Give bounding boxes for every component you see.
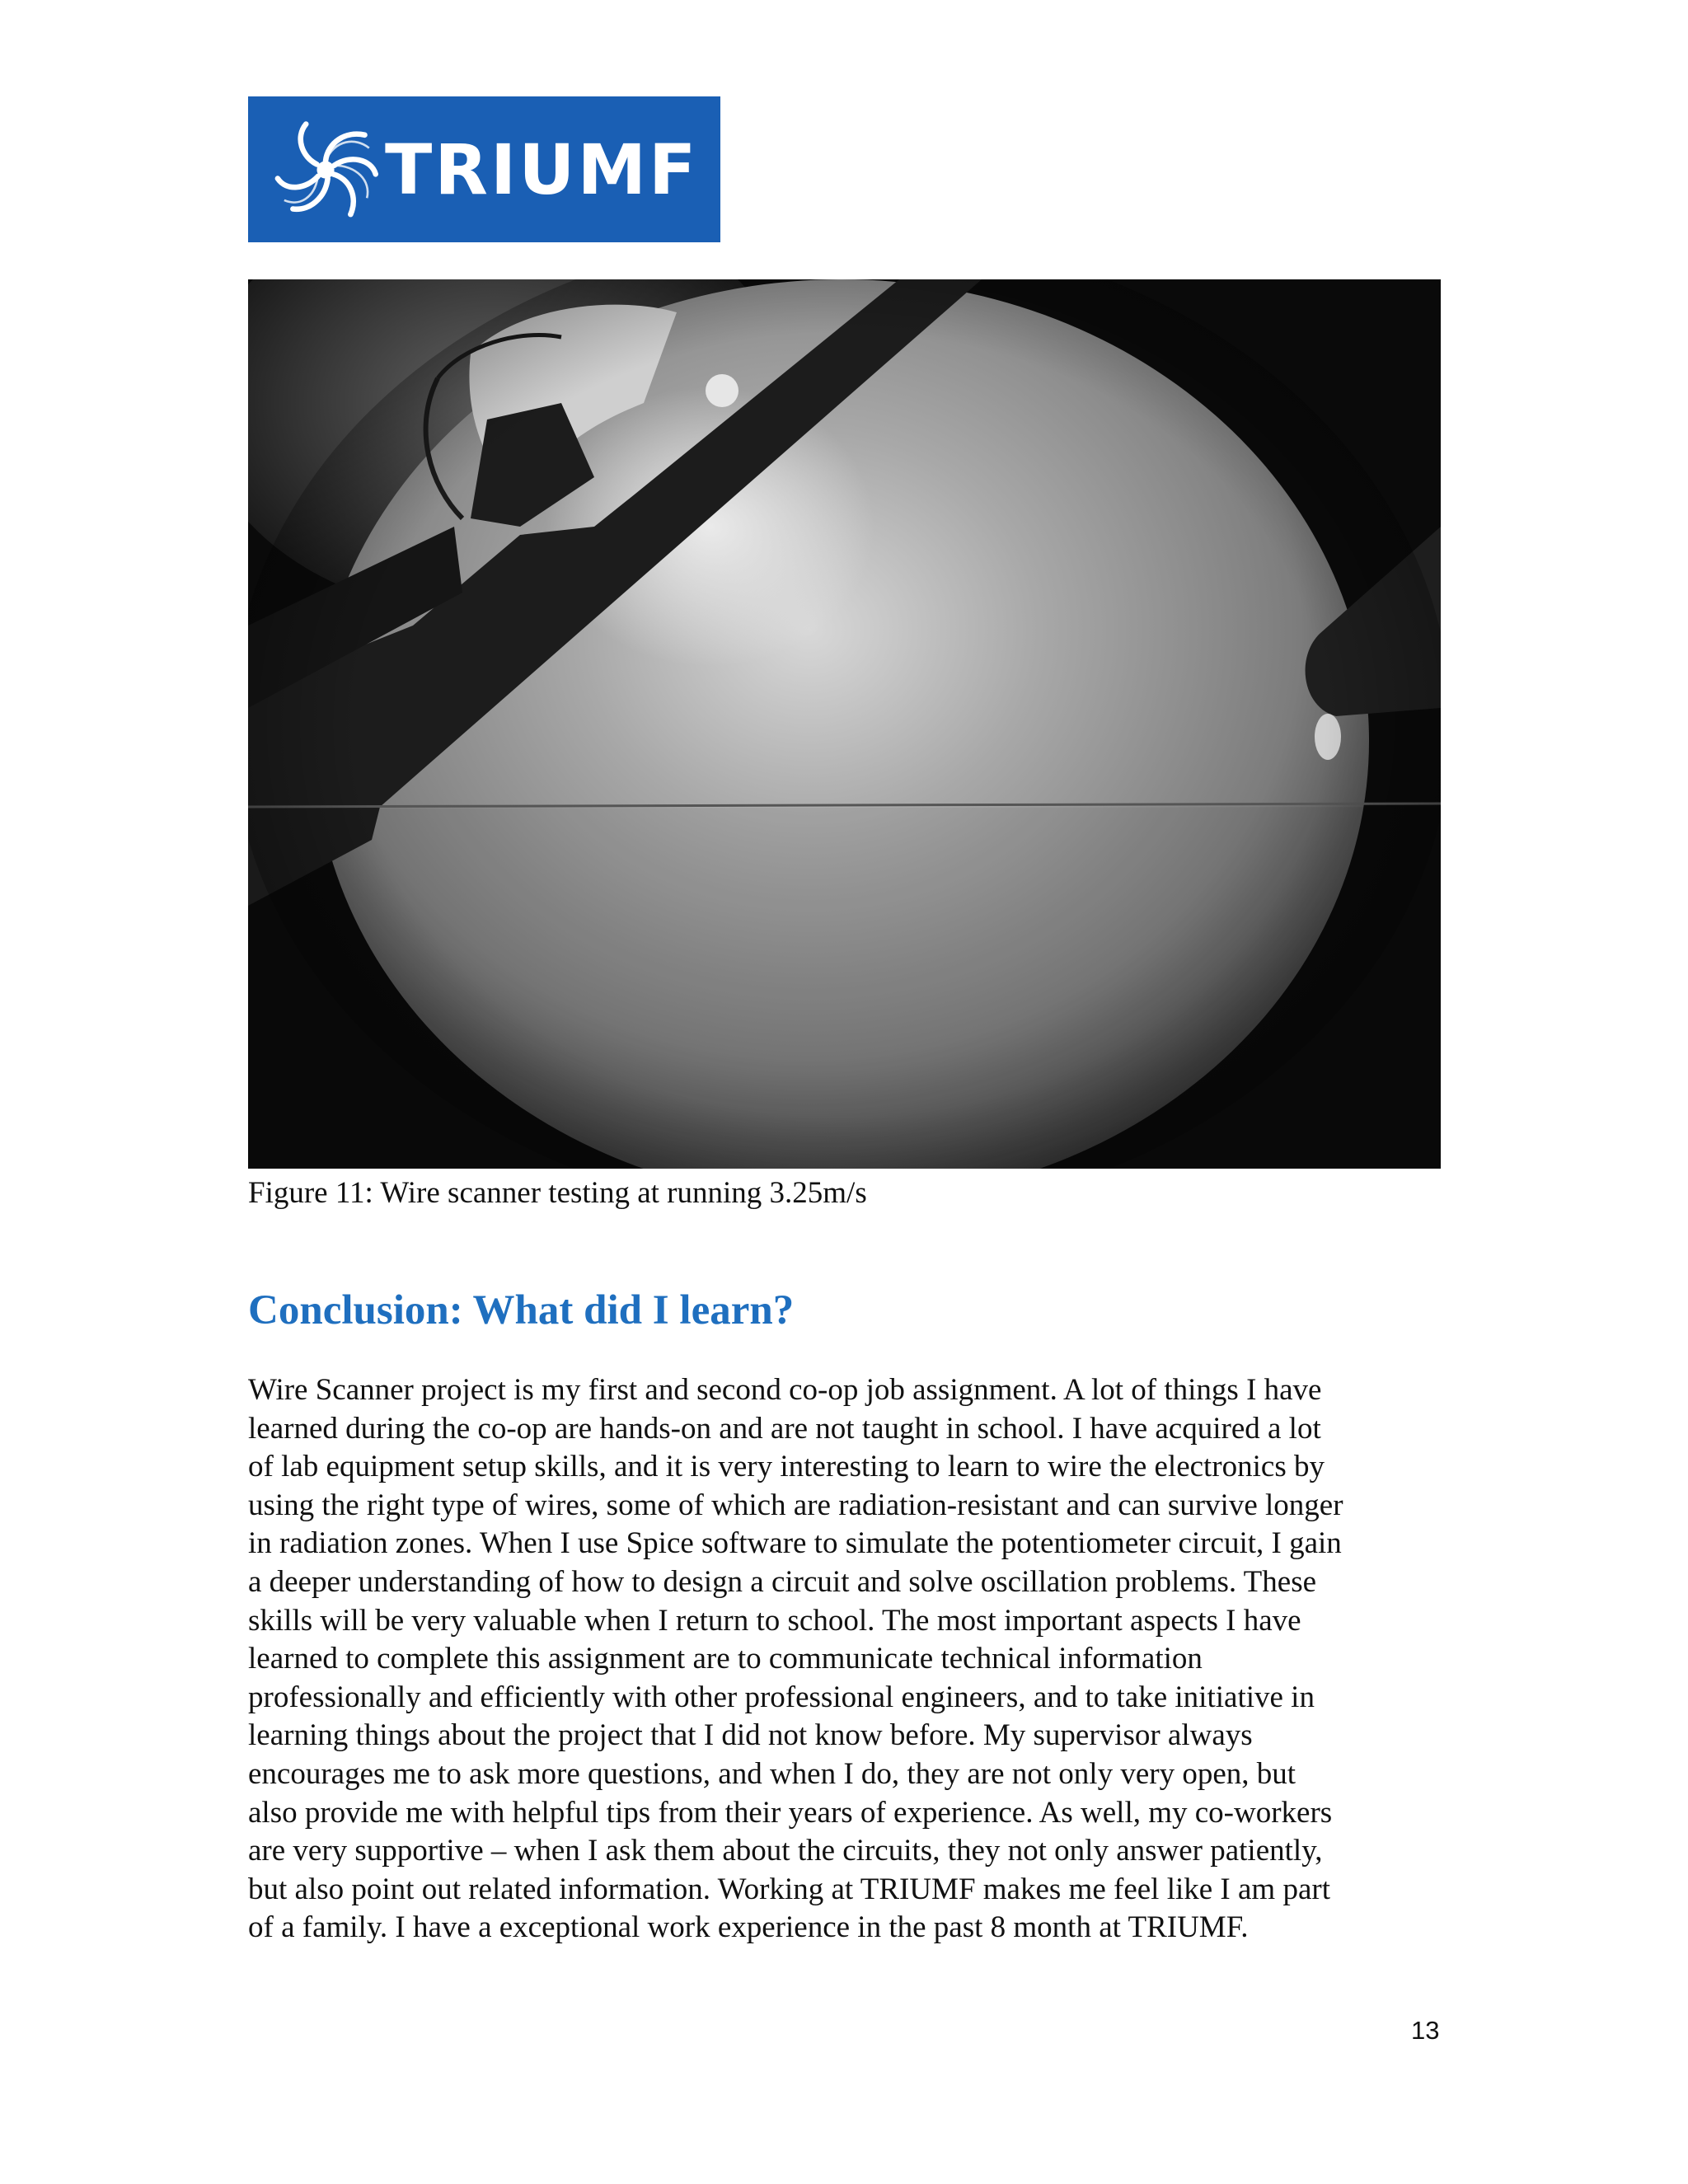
paragraph-line: but also point out related information. Working at TRIUMF makes me feel like I am part <box>248 1872 1330 1906</box>
paragraph-line: skills will be very valuable when I return to school. The most important aspects I have <box>248 1603 1301 1638</box>
triumf-spiral-logo-icon <box>271 115 380 224</box>
page-number: 13 <box>1411 2016 1440 2045</box>
paragraph-line: learned to complete this assignment are to communicate technical information <box>248 1642 1203 1676</box>
section-heading: Conclusion: What did I learn? <box>248 1287 795 1333</box>
paragraph-line: also provide me with helpful tips from their years of experience. As well, my co-workers <box>248 1795 1333 1830</box>
triumf-logo <box>248 96 720 242</box>
paragraph-line: learned during the co-op are hands-on and are not taught in school. I have acquired a lot <box>248 1411 1321 1446</box>
paragraph-line: using the right type of wires, some of which are radiation-resistant and can survive longer <box>248 1488 1343 1522</box>
paragraph-line: are very supportive – when I ask them about the circuits, they not only answer patiently, <box>248 1834 1323 1868</box>
paragraph-line: learning things about the project that I did not know before. My supervisor always <box>248 1718 1253 1753</box>
paragraph-line: of a family. I have a exceptional work experience in the past 8 month at TRIUMF. <box>248 1910 1249 1945</box>
paragraph-line: professionally and efficiently with other professional engineers, and to take initiative in <box>248 1680 1315 1714</box>
paragraph-line: in radiation zones. When I use Spice software to simulate the potentiometer circuit, I gain <box>248 1526 1342 1561</box>
wire-scanner-camera-photo <box>248 279 1441 1169</box>
logo-wordmark: TRIUMF <box>385 129 699 210</box>
paragraph-line: Wire Scanner project is my first and second co-op job assignment. A lot of things I have <box>248 1373 1322 1407</box>
paragraph-line: encourages me to ask more questions, and when I do, they are not only very open, but <box>248 1756 1296 1791</box>
paragraph-line: a deeper understanding of how to design a circuit and solve oscillation problems. These <box>248 1564 1317 1599</box>
figure-caption: Figure 11: Wire scanner testing at running 3.25m/s <box>248 1176 867 1210</box>
paragraph-line: of lab equipment setup skills, and it is very interesting to learn to wire the electronics by <box>248 1450 1325 1484</box>
conclusion-paragraph <box>248 1371 1451 1947</box>
